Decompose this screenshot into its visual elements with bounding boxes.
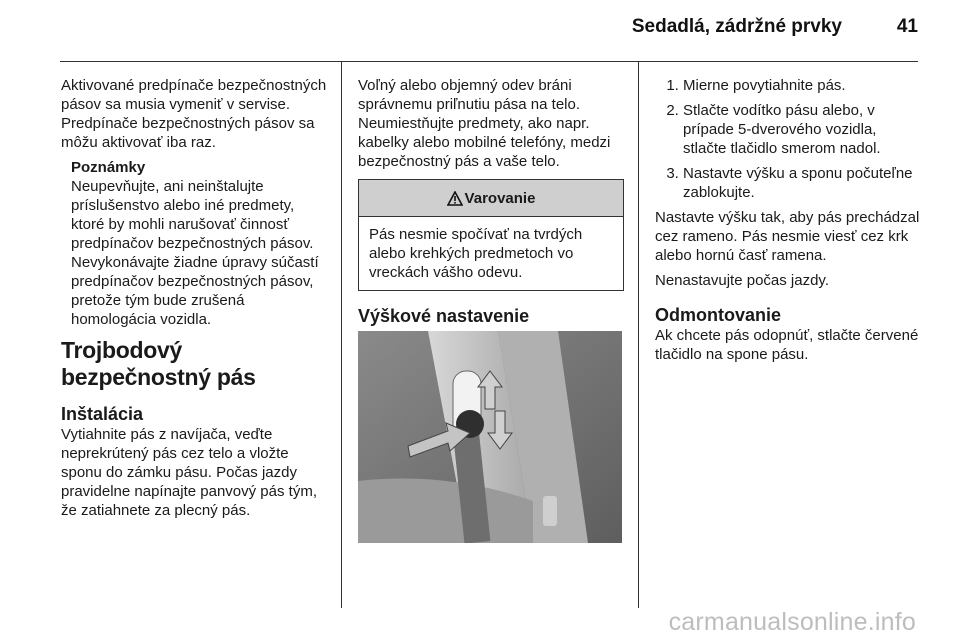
- subheading-height-adjustment: Výškové nastavenie: [358, 306, 530, 326]
- section-heading-seatbelt: Trojbodový bezpečnostný pás: [61, 337, 256, 390]
- note-title: Poznámky: [71, 159, 146, 176]
- column-3: [655, 76, 920, 370]
- page-number: 41: [896, 16, 918, 37]
- seatbelt-illustration-image: [358, 331, 622, 543]
- seatbelt-height-illustration: [358, 331, 624, 548]
- subheading-removal: Odmontovanie: [655, 305, 782, 325]
- warning-title: Varovanie: [464, 189, 536, 207]
- subheading-installation: Inštalácia: [61, 404, 144, 424]
- removal-text: Ak chcete pás odopnúť, stlačte červené tlačidlo na spone pásu.: [655, 327, 919, 363]
- note-block: [71, 158, 329, 329]
- adjustment-steps-list: [655, 76, 920, 202]
- column-divider-1: [341, 62, 342, 608]
- warning-triangle-icon: [447, 191, 463, 206]
- column-divider-2: [638, 62, 639, 608]
- installation-text: Vytiahnite pás z navíjača, veďte neprekrútený pás cez telo a vložte sponu do zámku pásu. Počas jazdy pravidelne napínajte panvový pás tým, že zatiahnete za plecný pás.: [61, 426, 317, 519]
- step-item: 2. Stlačte vodítko pásu alebo, v prípade 5-dverového vozidla, stlačte tlačidlo smerom nadol.: [683, 101, 920, 158]
- header-title: Sedadlá, zádržné prvky: [631, 16, 842, 37]
- step-item: 3. Nastavte výšku a sponu počuteľne zablokujte.: [683, 164, 920, 202]
- note-text: Neupevňujte, ani neinštalujte príslušenstvo alebo iné predmety, ktoré by mohli narušovať činnosť predpínačov bezpečnostných pásov. Nevykonávajte žiadne úpravy súčastí predpínačov bezpečnostných pásov, pretože tým bude zrušená homologácia vozidla.: [71, 178, 319, 328]
- step-item: 1. Mierne povytiahnite pás.: [683, 76, 920, 95]
- header-divider: [60, 61, 918, 62]
- intro-paragraph: Aktivované predpínače bezpečnostných pásov sa musia vymeniť v servise. Predpínače bezpečnostných pásov sa môžu aktivovať iba raz.: [61, 77, 327, 151]
- column-2: [358, 76, 624, 548]
- column-1: [61, 76, 329, 526]
- warning-text: Pás nesmie spočívať na tvrdých alebo krehkých predmetoch vo vreckách vášho odevu.: [369, 226, 583, 281]
- warning-header: [359, 180, 623, 217]
- height-instruction: Nastavte výšku tak, aby pás prechádzal cez rameno. Pás nesmie viesť cez krk alebo hornú časť ramena.: [655, 209, 920, 264]
- no-adjust-while-driving: Nenastavujte počas jazdy.: [655, 272, 829, 289]
- warning-box: [358, 179, 624, 291]
- clothing-paragraph: Voľný alebo objemný odev bráni správnemu priľnutiu pása na telo. Neumiestňujte predmety, ako napr. kabelky alebo mobilné telefóny, medzi bezpečnostný pás a vaše telo.: [358, 77, 611, 170]
- watermark-text: carmanualsonline.info: [668, 608, 916, 636]
